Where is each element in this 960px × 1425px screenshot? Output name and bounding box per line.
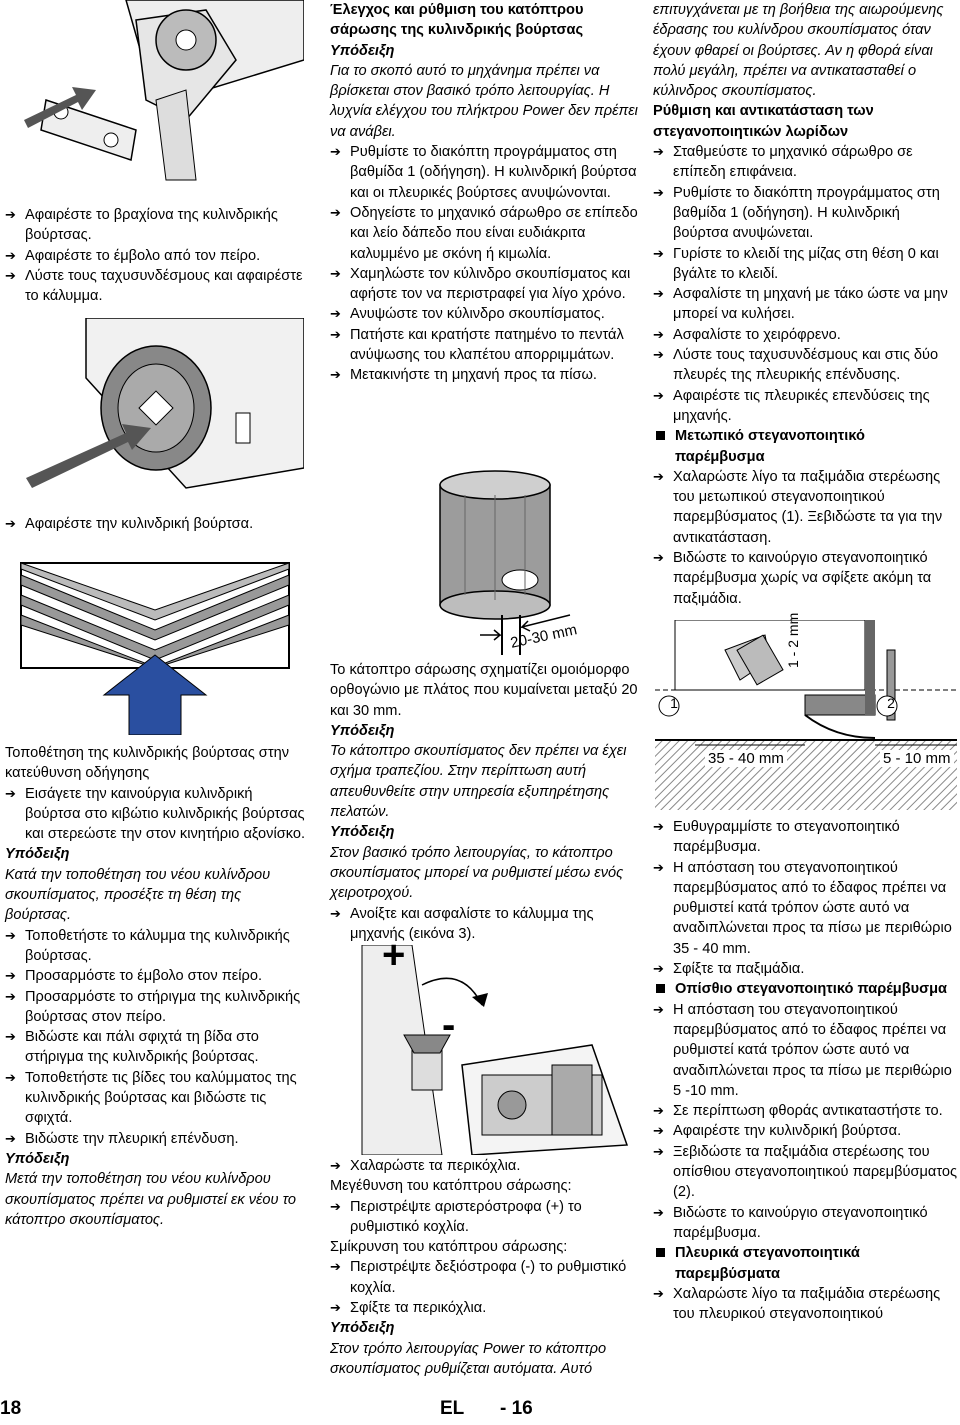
- dim-rear-label: 5 - 10 mm: [880, 750, 954, 767]
- seal-strip-figure: [655, 620, 957, 810]
- step-release-fasteners: ➔ Λύστε τους ταχυσυνδέσμους και στις δύο πλευρές της πλευρικής επένδυσης.: [653, 345, 958, 386]
- step-align-seal: ➔ Ευθυγραμμίστε το στεγανοποιητικό παρέμβυσμα.: [653, 817, 958, 858]
- page-number-left: 18: [0, 1398, 22, 1419]
- step-handbrake: ➔ Ασφαλίστε το χειρόφρενο.: [653, 325, 958, 345]
- continued-note-text: επιτυγχάνεται με τη βοήθεια της αιωρούμενης έδρασης του κυλίνδρου σκουπίσματος όταν έχουν φθαρεί οι βούρτσες. Αν η φθορά είναι πολύ μεγάλη, πρέπει να αντικατασταθεί ο κύλινδρος σκουπίσματος.: [653, 2, 944, 100]
- step-move-back: ➔ Μετακινήστε τη μηχανή προς τα πίσω.: [330, 365, 638, 385]
- sweep-pattern-figure: [420, 455, 620, 655]
- side-seal-heading: Πλευρικά στεγανοποιητικά παρεμβύσματα: [653, 1243, 958, 1284]
- step-remove-side-panels: ➔ Αφαιρέστε τις πλευρικές επενδύσεις της μηχανής.: [653, 386, 958, 427]
- step-program-switch: ➔ Ρυθμίστε το διακόπτη προγράμματος στη βαθμίδα 1 (οδήγηση). Η κυλινδρική βούρτσα ανυψώνεται.: [653, 183, 958, 244]
- front-seal-heading: Μετωπικό στεγανοποιητικό παρέμβυσμα: [653, 426, 958, 467]
- step-ignition-key: ➔ Γυρίστε το κλειδί της μίζας στη θέση 0 και βγάλτε το κλειδί.: [653, 244, 958, 285]
- seal-label-1: 1: [670, 695, 678, 711]
- step-screw-bracket: ➔ Βιδώστε και πάλι σφιχτά τη βίδα στο στήριγμα της κυλινδρικής βούρτσας.: [5, 1027, 305, 1068]
- step-replace-if-worn: ➔ Σε περίπτωση φθοράς αντικαταστήστε το.: [653, 1101, 958, 1121]
- dim-gap-label: 1 - 2 mm: [785, 612, 801, 668]
- note-text: Στον βασικό τρόπο λειτουργίας, το κάτοπτρο σκουπίσματος μπορεί να ρυθμιστεί μέσω ενός χειροτροχού.: [330, 844, 624, 902]
- note-heading: Υπόδειξη: [5, 846, 70, 863]
- step-install-cover: ➔ Τοποθετήστε το κάλυμμα της κυλινδρικής βούρτσας.: [5, 926, 305, 967]
- minus-label: -: [442, 1003, 456, 1047]
- step-turn-cw: ➔ Περιστρέψτε δεξιόστροφα (-) το ρυθμιστικό κοχλία.: [330, 1257, 638, 1298]
- seal-label-2: 2: [887, 695, 895, 711]
- note-text: Κατά την τοποθέτηση του νέου κυλίνδρου σκουπίσματος, προσέξτε τη θέση της βούρτσας.: [5, 866, 271, 924]
- note-heading: Υπόδειξη: [330, 722, 395, 739]
- plus-label: +: [382, 933, 406, 977]
- rear-seal-heading: Οπίσθιο στεγανοποιητικό παρέμβυσμα: [653, 979, 958, 999]
- step-chock-machine: ➔ Ασφαλίστε τη μηχανή με τάκο ώστε να μην μπορεί να κυλήσει.: [653, 284, 958, 325]
- step-loosen-nuts: ➔ Χαλαρώστε τα περικόχλια.: [330, 1156, 638, 1176]
- section-heading: Έλεγχος και ρύθμιση του κατόπτρου σάρωσης της κυλινδρικής βούρτσας: [330, 2, 584, 39]
- enlarge-label: Μεγέθυνση του κατόπτρου σάρωσης:: [330, 1178, 572, 1195]
- step-loosen-side-nuts: ➔ Χαλαρώστε λίγο τα παξιμάδια στερέωσης του πλευρικού στεγανοποιητικού: [653, 1284, 958, 1325]
- step-remove-piston: ➔ Αφαιρέστε το έμβολο από τον πείρο.: [5, 246, 305, 266]
- step-adjust-front-gap: ➔ Η απόσταση του στεγανοποιητικού παρεμβύσματος από το έδαφος πρέπει να ρυθμιστεί κατά τρόπον ώστε αυτό να αναδιπλώνεται προς τα πίσω με περιθώριο 35 - 40 mm.: [653, 858, 958, 959]
- step-park: ➔ Σταθμεύστε το μηχανικό σάρωθρο σε επίπεδη επιφάνεια.: [653, 142, 958, 183]
- note-heading: Υπόδειξη: [330, 42, 395, 59]
- step-unscrew-rear-nuts: ➔ Ξεβιδώστε τα παξιμάδια στερέωσης του οπίσθιου στεγανοποιητικού παρεμβύσματος (2).: [653, 1142, 958, 1203]
- step-remove-brush: ➔ Αφαιρέστε την κυλινδρική βούρτσα.: [653, 1121, 958, 1141]
- note-text: Για το σκοπό αυτό το μηχάνημα πρέπει να βρίσκεται στον βασικό τρόπο λειτουργίας. Η λυχνία ελέγχου του πλήκτρου Power δεν πρέπει να ανάβει.: [330, 62, 638, 140]
- step-remove-cover: ➔ Λύστε τους ταχυσυνδέσμους και αφαιρέστε το κάλυμμα.: [5, 266, 305, 307]
- section-heading: Ρύθμιση και αντικατάσταση των στεγανοποιητικών λωρίδων: [653, 103, 874, 140]
- page-number: - 16: [500, 1398, 533, 1419]
- sweep-pattern-text: Το κάτοπτρο σάρωσης σχηματίζει ομοιόμορφο ορθογώνιο με πλάτος που κυμαίνεται μεταξύ 20 και 30 mm.: [330, 662, 638, 719]
- note-text: Στον τρόπο λειτουργίας Power το κάτοπτρο σκουπίσματος ρυθμίζεται αυτόματα. Αυτό: [330, 1340, 607, 1377]
- step-fit-new-rear-seal: ➔ Βιδώστε το καινούργιο στεγανοποιητικό παρέμβυσμα.: [653, 1203, 958, 1244]
- step-open-cover: ➔ Ανοίξτε και ασφαλίστε το κάλυμμα της μηχανής (εικόνα 3).: [330, 904, 638, 945]
- language-code: EL: [440, 1398, 465, 1419]
- step-fit-piston: ➔ Προσαρμόστε το έμβολο στον πείρο.: [5, 966, 305, 986]
- brush-removal-figure: [6, 318, 304, 498]
- reduce-label: Σμίκρυνση του κατόπτρου σάρωσης:: [330, 1239, 568, 1256]
- step-fit-bracket: ➔ Προσαρμόστε το στήριγμα της κυλινδρικής βούρτσας στον πείρο.: [5, 987, 305, 1028]
- step-side-panel: ➔ Βιδώστε την πλευρική επένδυση.: [5, 1129, 305, 1149]
- note-heading: Υπόδειξη: [330, 824, 395, 841]
- step-raise-brush: ➔ Ανυψώστε τον κύλινδρο σκουπίσματος.: [330, 304, 638, 324]
- step-cover-screws: ➔ Τοποθετήστε τις βίδες του καλύμματος της κυλινδρικής βούρτσας και βιδώστε τις σφιχτά.: [5, 1068, 305, 1129]
- step-press-pedal: ➔ Πατήστε και κρατήστε πατημένο το πεντάλ ανύψωσης του κλαπέτου απορριμμάτων.: [330, 325, 638, 366]
- sweep-width-label: 20-30 mm: [508, 621, 579, 652]
- note-heading: Υπόδειξη: [330, 1320, 395, 1337]
- brush-orientation-figure: [6, 555, 304, 735]
- step-insert-new-brush: ➔ Εισάγετε την καινούργια κυλινδρική βούρτσα στο κιβώτιο κυλινδρικής βούρτσας και στερεώστε την στον κινητήριο αξονίσκο.: [5, 784, 305, 845]
- note-heading: Υπόδειξη: [5, 1150, 70, 1167]
- step-adjust-rear-gap: ➔ Η απόσταση του στεγανοποιητικού παρεμβύσματος από το έδαφος πρέπει να ρυθμιστεί κατά τρόπον ώστε αυτό να αναδιπλώνεται προς τα πίσω με περιθώριο 5 -10 mm.: [653, 1000, 958, 1101]
- step-loosen-front-nuts: ➔ Χαλαρώστε λίγο τα παξιμάδια στερέωσης του μετωπικού στεγανοποιητικού παρεμβύσματος (1). Ξεβιδώστε τα για την αντικατάσταση.: [653, 467, 958, 548]
- step-tighten-nuts: ➔ Σφίξτε τα περικόχλια.: [330, 1298, 638, 1318]
- dim-front-label: 35 - 40 mm: [705, 750, 787, 767]
- step-program-switch: ➔ Ρυθμίστε το διακόπτη προγράμματος στη βαθμίδα 1 (οδήγηση). Η κυλινδρική βούρτσα και οι πλευρικές βούρτσες ανυψώνονται.: [330, 142, 638, 203]
- note-text: Το κάτοπτρο σκουπίσματος δεν πρέπει να έχει σχήμα τραπεζίου. Στην περίπτωση αυτή απευθυνθείτε στην υπηρεσία εξυπηρέτησης πελατών.: [330, 743, 627, 821]
- step-turn-ccw: ➔ Περιστρέψτε αριστερόστροφα (+) το ρυθμιστικό κοχλία.: [330, 1197, 638, 1238]
- step-fit-new-front-seal: ➔ Βιδώστε το καινούργιο στεγανοποιητικό παρέμβυσμα χωρίς να σφίξετε ακόμη τα παξιμάδια.: [653, 548, 958, 609]
- step-remove-brush-arm: ➔ Αφαιρέστε το βραχίονα της κυλινδρικής βούρτσας.: [5, 205, 305, 246]
- step-lower-brush: ➔ Χαμηλώστε τον κύλινδρο σκουπίσματος και αφήστε τον να περιστραφεί για λίγο χρόνο.: [330, 264, 638, 305]
- step-tighten-nuts: ➔ Σφίξτε τα παξιμάδια.: [653, 959, 958, 979]
- brush-arm-removal-figure: [6, 0, 304, 190]
- step-drive-to-floor: ➔ Οδηγείστε το μηχανικό σάρωθρο σε επίπεδο και λείο δάπεδο που είναι ευδιάκριτα καλυμμένο με σκόνη ή κιμωλία.: [330, 203, 638, 264]
- install-caption: Τοποθέτηση της κυλινδρικής βούρτσας στην κατεύθυνση οδήγησης: [5, 745, 289, 782]
- note-text: Μετά την τοποθέτηση του νέου κυλίνδρου σκουπίσματος πρέπει να ρυθμιστεί εκ νέου το κάτοπτρο σκουπίσματος.: [5, 1171, 296, 1228]
- step-remove-cylinder-brush: ➔ Αφαιρέστε την κυλινδρική βούρτσα.: [5, 514, 305, 534]
